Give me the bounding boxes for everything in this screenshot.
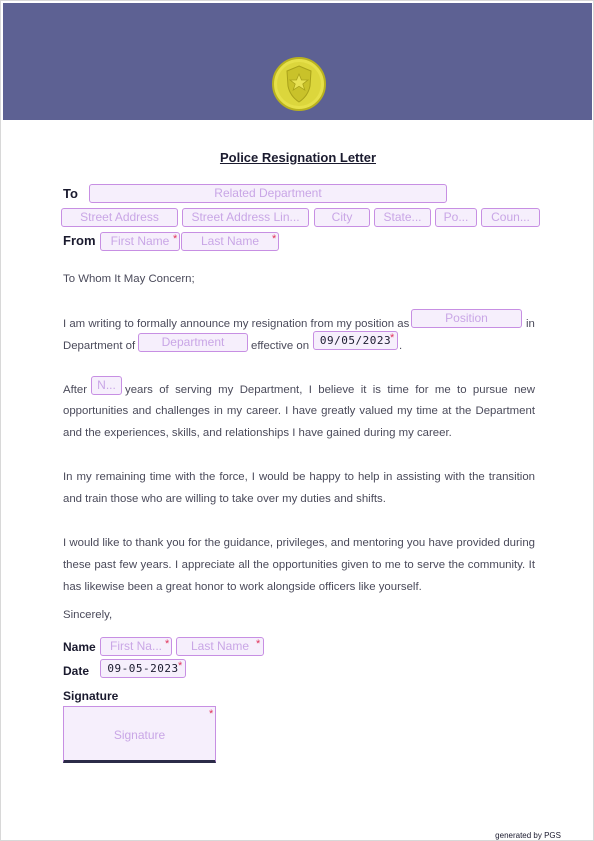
years-of-service-field[interactable]: N...	[91, 376, 122, 395]
required-marker: *	[165, 638, 170, 650]
effective-date-field[interactable]: 09/05/2023	[313, 331, 398, 350]
from-last-name-field[interactable]: Last Name	[181, 232, 279, 251]
paragraph-1-period: .	[399, 340, 403, 352]
to-label: To	[63, 186, 78, 201]
document-title: Police Resignation Letter	[219, 150, 377, 165]
police-badge-icon	[271, 56, 327, 112]
signature-box[interactable]	[63, 706, 216, 763]
required-marker: *	[173, 233, 178, 245]
state-field[interactable]: State...	[374, 208, 431, 227]
date-label: Date	[63, 664, 90, 678]
required-marker: *	[390, 332, 395, 344]
required-marker: *	[178, 660, 183, 672]
signoff-first-name-field[interactable]: First Na...	[100, 637, 172, 656]
paragraph-1-in: in	[526, 318, 535, 330]
country-field[interactable]: Coun...	[481, 208, 540, 227]
paragraph-1-start: I am writing to formally announce my resignation from my position as	[63, 318, 410, 330]
paragraph-1-effective: effective on	[251, 340, 310, 352]
paragraph-2-after: After	[63, 384, 88, 396]
required-marker: *	[256, 638, 261, 650]
from-label: From	[63, 233, 96, 248]
postal-code-field[interactable]: Po...	[435, 208, 477, 227]
required-marker: *	[209, 708, 214, 720]
department-field[interactable]: Department	[138, 333, 248, 352]
position-field[interactable]: Position	[411, 309, 522, 328]
street-address-field[interactable]: Street Address	[61, 208, 178, 227]
paragraph-4: I would like to thank you for the guidance, privileges, and mentoring you have provided during these past few years. I appreciate all the opportunities given to me to serve the community. It has likewise been a great honor to work alongside officers like yourself.	[63, 537, 535, 593]
name-label: Name	[63, 640, 96, 654]
signoff-date-field[interactable]: 09-05-2023	[100, 659, 186, 678]
paragraph-2-line1: years of serving my Department, I believe it is time for me to pursue new	[125, 384, 535, 396]
street-address-line2-field[interactable]: Street Address Lin...	[182, 208, 309, 227]
paragraph-2: opportunities and challenges in my career. I have greatly valued my time at the Department and the experiences, skills, and relationships I have gained during my career.	[63, 405, 535, 439]
signature-label: Signature	[63, 689, 119, 703]
signature-placeholder: Signature	[113, 728, 166, 742]
related-department-field[interactable]: Related Department	[89, 184, 447, 203]
closing: Sincerely,	[63, 609, 113, 621]
signoff-last-name-field[interactable]: Last Name	[176, 637, 264, 656]
required-marker: *	[272, 233, 277, 245]
city-field[interactable]: City	[314, 208, 370, 227]
salutation: To Whom It May Concern;	[63, 273, 195, 285]
paragraph-1-dept-of: Department of	[63, 340, 136, 352]
footer-credit: generated by PGS	[495, 831, 561, 840]
from-first-name-field[interactable]: First Name	[100, 232, 180, 251]
paragraph-3: In my remaining time with the force, I would be happy to help in assisting with the transition and train those who are willing to take over my duties and shifts.	[63, 471, 535, 505]
